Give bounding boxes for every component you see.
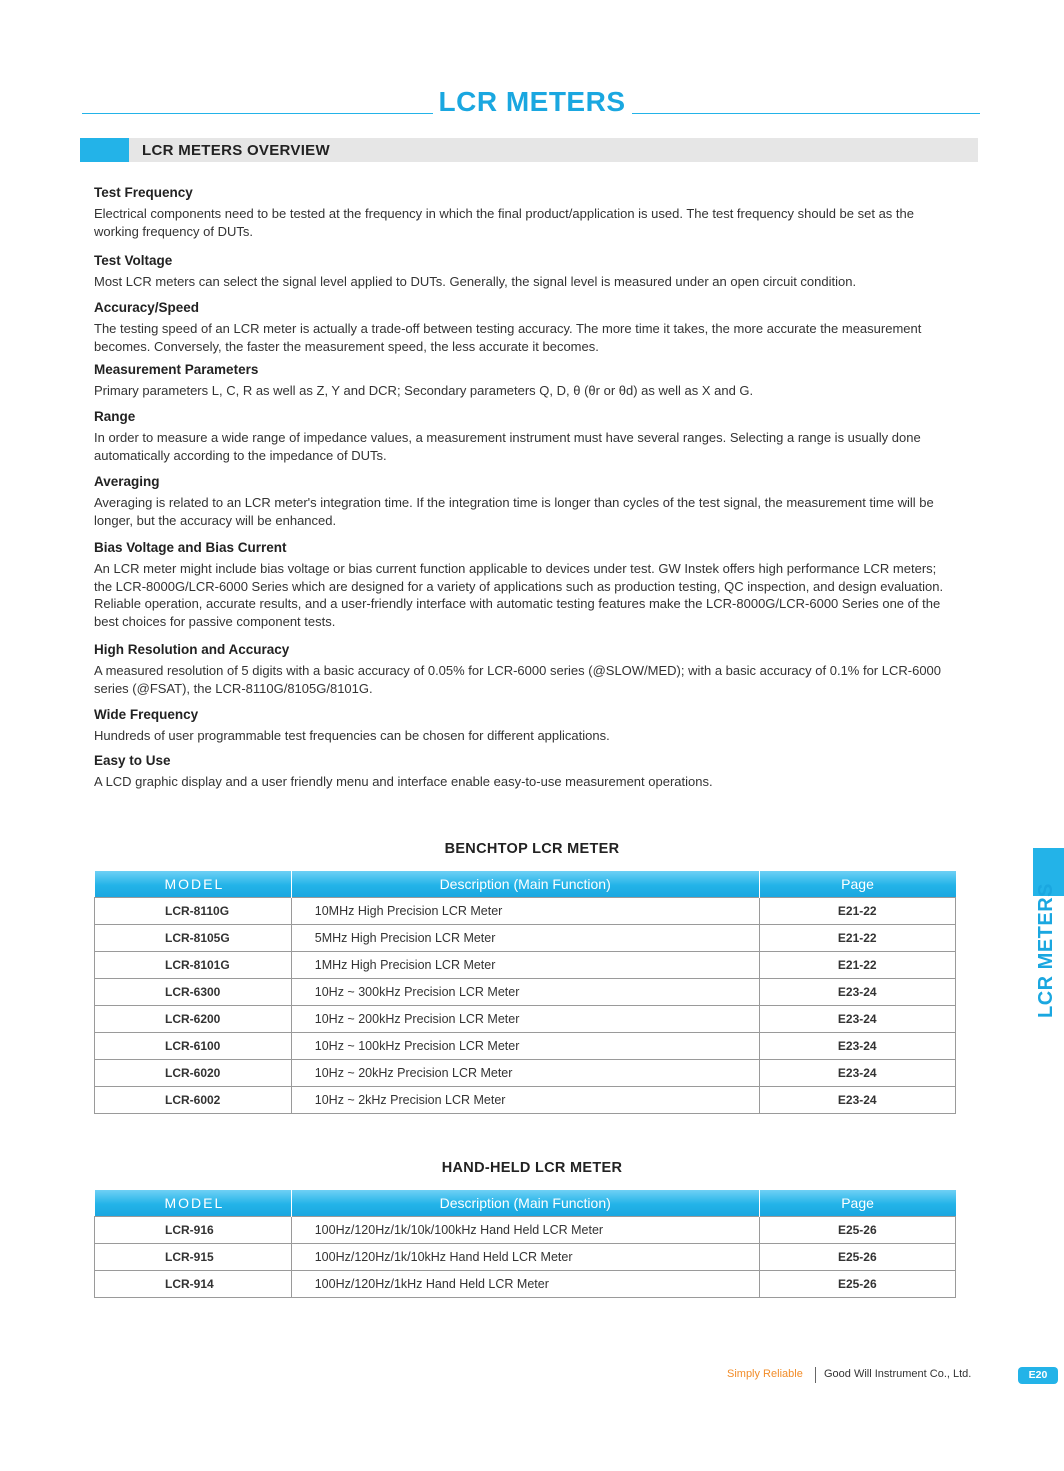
model-cell: LCR-916 xyxy=(95,1217,292,1244)
table-header-row xyxy=(95,1190,956,1217)
description-cell: 1MHz High Precision LCR Meter xyxy=(291,952,759,979)
page-cell: E25-26 xyxy=(759,1217,955,1244)
benchtop-table xyxy=(94,871,956,1114)
table-row xyxy=(95,1087,956,1114)
overview-item xyxy=(94,185,954,240)
page-cell: E23-24 xyxy=(759,1006,955,1033)
description-cell: 5MHz High Precision LCR Meter xyxy=(291,925,759,952)
model-cell: LCR-8101G xyxy=(95,952,292,979)
model-cell: LCR-8105G xyxy=(95,925,292,952)
page-cell: E21-22 xyxy=(759,952,955,979)
page-cell: E21-22 xyxy=(759,925,955,952)
overview-text: In order to measure a wide range of impedance values, a measurement instrument must have several ranges. Selecting a range is usually done automatically according to the impedance of DUTs. xyxy=(94,430,921,463)
overview-item xyxy=(94,409,954,464)
page-cell: E25-26 xyxy=(759,1271,955,1298)
page-cell: E23-24 xyxy=(759,1033,955,1060)
page-cell: E23-24 xyxy=(759,1060,955,1087)
side-tab xyxy=(1020,882,1064,1018)
overview-text: A LCD graphic display and a user friendly menu and interface enable easy-to-use measurement operations. xyxy=(94,774,713,789)
description-cell: 10Hz ~ 300kHz Precision LCR Meter xyxy=(291,979,759,1006)
overview-text: Most LCR meters can select the signal level applied to DUTs. Generally, the signal level is measured under an open circuit condition. xyxy=(94,274,857,289)
overview-heading: Range xyxy=(94,409,136,424)
overview-item xyxy=(94,362,954,400)
overview-heading: Test Voltage xyxy=(94,253,173,268)
table-row xyxy=(95,1033,956,1060)
model-cell: LCR-6300 xyxy=(95,979,292,1006)
overview-item xyxy=(94,474,954,529)
table-row xyxy=(95,1271,956,1298)
description-cell: 10Hz ~ 2kHz Precision LCR Meter xyxy=(291,1087,759,1114)
handheld-title: HAND-HELD LCR METER xyxy=(441,1160,623,1176)
model-cell: LCR-6002 xyxy=(95,1087,292,1114)
description-cell: 10Hz ~ 200kHz Precision LCR Meter xyxy=(291,1006,759,1033)
model-cell: LCR-6200 xyxy=(95,1006,292,1033)
overview-item xyxy=(94,642,954,697)
column-header-description: Description (Main Function) xyxy=(291,1190,759,1217)
overview-item xyxy=(94,753,954,791)
table-row xyxy=(95,925,956,952)
footer-company: Good Will Instrument Co., Ltd. xyxy=(824,1368,972,1380)
overview-heading: Accuracy/Speed xyxy=(94,300,200,315)
overview-item xyxy=(94,540,954,630)
overview-text: Primary parameters L, C, R as well as Z, Y and DCR; Secondary parameters Q, D, θ (θr or θd) as well as X and G. xyxy=(94,383,754,398)
overview-heading: Averaging xyxy=(94,474,160,489)
model-cell: LCR-6020 xyxy=(95,1060,292,1087)
footer-divider xyxy=(815,1367,816,1383)
model-cell: LCR-6100 xyxy=(95,1033,292,1060)
page-cell: E23-24 xyxy=(759,1087,955,1114)
overview-text: An LCR meter might include bias voltage or bias current function applicable to devices under test. GW Instek offers high performance LCR meters; the LCR-8000G/LCR-6000 Series which are designed for a variety of applications such as production testing, QC inspection, and design evaluation. Reliable operation, accurate results, and a user-friendly interface with automatic testing features make the LCR-8000G/LCR-6000 Series one of the best choices for passive component tests. xyxy=(94,561,944,629)
description-cell: 10Hz ~ 100kHz Precision LCR Meter xyxy=(291,1033,759,1060)
model-cell: LCR-914 xyxy=(95,1271,292,1298)
description-cell: 10MHz High Precision LCR Meter xyxy=(291,898,759,925)
benchtop-title: BENCHTOP LCR METER xyxy=(444,841,620,857)
column-header-model: MODEL xyxy=(95,871,292,898)
overview-heading: Bias Voltage and Bias Current xyxy=(94,540,287,555)
column-header-page: Page xyxy=(759,871,955,898)
column-header-description: Description (Main Function) xyxy=(291,871,759,898)
overview-text: The testing speed of an LCR meter is actually a trade-off between testing accuracy. The more time it takes, the more accurate the measurement becomes. Conversely, the faster the measurement speed, the less accurate it becomes. xyxy=(94,321,922,354)
overview-text: Averaging is related to an LCR meter's integration time. If the integration time is longer than cycles of the test signal, the measurement time will be longer, but the accuracy will be enhanced. xyxy=(94,495,934,528)
description-cell: 100Hz/120Hz/1k/10k/100kHz Hand Held LCR Meter xyxy=(291,1217,759,1244)
page-cell: E23-24 xyxy=(759,979,955,1006)
side-tab-label: LCR METERS xyxy=(1034,882,1057,1018)
page-title: LCR METERS xyxy=(0,86,1064,118)
page-number-badge: E20 xyxy=(1018,1367,1058,1384)
overview-text: Hundreds of user programmable test frequencies can be chosen for different applications. xyxy=(94,728,610,743)
overview-heading: Wide Frequency xyxy=(94,707,199,722)
description-cell: 100Hz/120Hz/1kHz Hand Held LCR Meter xyxy=(291,1271,759,1298)
section-header xyxy=(80,138,978,162)
table-row xyxy=(95,1006,956,1033)
column-header-page: Page xyxy=(759,1190,955,1217)
page-cell: E21-22 xyxy=(759,898,955,925)
table-row xyxy=(95,1060,956,1087)
overview-heading: High Resolution and Accuracy xyxy=(94,642,290,657)
model-cell: LCR-8110G xyxy=(95,898,292,925)
footer-slogan: Simply Reliable xyxy=(727,1368,803,1380)
page-cell: E25-26 xyxy=(759,1244,955,1271)
description-cell: 10Hz ~ 20kHz Precision LCR Meter xyxy=(291,1060,759,1087)
section-title: LCR METERS OVERVIEW xyxy=(142,142,330,159)
table-header-row xyxy=(95,871,956,898)
section-accent-block xyxy=(80,138,129,162)
overview-item xyxy=(94,300,954,355)
column-header-model: MODEL xyxy=(95,1190,292,1217)
overview-item xyxy=(94,707,954,745)
model-cell: LCR-915 xyxy=(95,1244,292,1271)
overview-heading: Test Frequency xyxy=(94,185,193,200)
table-row xyxy=(95,979,956,1006)
description-cell: 100Hz/120Hz/1k/10kHz Hand Held LCR Meter xyxy=(291,1244,759,1271)
table-row xyxy=(95,898,956,925)
overview-heading: Easy to Use xyxy=(94,753,171,768)
overview-text: A measured resolution of 5 digits with a basic accuracy of 0.05% for LCR-6000 series (@SLOW/MED); with a basic accuracy of 0.1% for LCR-6000 series (@FSAT), the LCR-8110G/8105G/8101G. xyxy=(94,663,942,696)
table-row xyxy=(95,1244,956,1271)
table-row xyxy=(95,952,956,979)
overview-item xyxy=(94,253,954,291)
overview-text: Electrical components need to be tested at the frequency in which the final product/application is used. The test frequency should be set as the working frequency of DUTs. xyxy=(94,206,914,239)
handheld-table xyxy=(94,1190,956,1298)
table-row xyxy=(95,1217,956,1244)
overview-heading: Measurement Parameters xyxy=(94,362,259,377)
